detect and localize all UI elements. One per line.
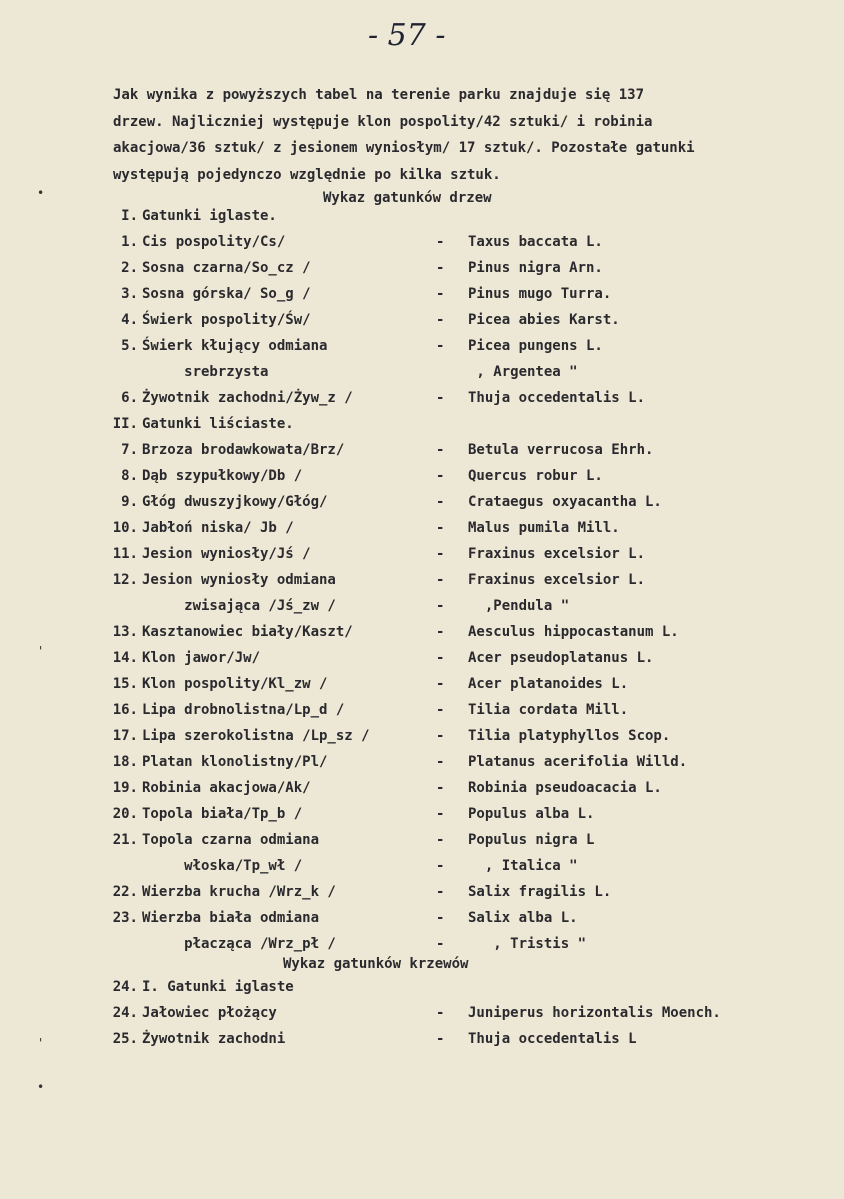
item-number: I. bbox=[121, 208, 138, 224]
list-row bbox=[0, 234, 844, 258]
polish-name: Topola biała/Tp_b / bbox=[142, 806, 303, 822]
polish-name: Jabłoń niska/ Jb / bbox=[142, 520, 294, 536]
list-row bbox=[0, 494, 844, 518]
item-number: 19. bbox=[112, 780, 138, 796]
separator-dash: - bbox=[436, 832, 445, 848]
item-number: 24. bbox=[112, 979, 138, 995]
intro-line: akacjowa/36 sztuk/ z jesionem wyniosłym/ 17 sztuk/. Pozostałe gatunki bbox=[113, 140, 695, 156]
latin-name: , Tristis " bbox=[468, 936, 587, 952]
item-number: 7. bbox=[121, 442, 138, 458]
item-number: 22. bbox=[112, 884, 138, 900]
item-number: 21. bbox=[112, 832, 138, 848]
polish-name: Cis pospolity/Cs/ bbox=[142, 234, 286, 250]
list-row bbox=[0, 780, 844, 804]
separator-dash: - bbox=[436, 520, 445, 536]
list-row bbox=[0, 624, 844, 648]
item-number: 20. bbox=[112, 806, 138, 822]
intro-line: drzew. Najliczniej występuje klon pospolity/42 sztuki/ i robinia bbox=[113, 113, 653, 130]
polish-name: I. Gatunki iglaste bbox=[142, 979, 294, 995]
polish-name: Świerk pospolity/Św/ bbox=[142, 312, 311, 328]
polish-name: Żywotnik zachodni bbox=[142, 1031, 286, 1047]
polish-name: płacząca /Wrz_pł / bbox=[142, 936, 336, 952]
latin-name: Acer platanoides L. bbox=[468, 676, 629, 692]
list-row bbox=[0, 754, 844, 778]
item-number: 18. bbox=[112, 754, 138, 770]
polish-name: Wierzba krucha /Wrz_k / bbox=[142, 884, 336, 900]
separator-dash: - bbox=[436, 780, 445, 796]
separator-dash: - bbox=[436, 442, 445, 458]
item-number: 14. bbox=[112, 650, 138, 666]
latin-name: Populus alba L. bbox=[468, 806, 595, 822]
item-number: 25. bbox=[112, 1031, 138, 1047]
list-row bbox=[0, 806, 844, 830]
latin-name: , Italica " bbox=[468, 858, 578, 874]
latin-name: Fraxinus excelsior L. bbox=[468, 572, 646, 588]
polish-name: Jesion wyniosły odmiana bbox=[142, 572, 336, 588]
list-row bbox=[0, 676, 844, 700]
latin-name: Picea abies Karst. bbox=[468, 312, 620, 328]
polish-name: Brzoza brodawkowata/Brz/ bbox=[142, 442, 345, 458]
latin-name: Taxus baccata L. bbox=[468, 234, 603, 250]
separator-dash: - bbox=[436, 494, 445, 510]
list-row bbox=[0, 312, 844, 336]
separator-dash: - bbox=[436, 546, 445, 562]
item-number: 15. bbox=[112, 676, 138, 692]
separator-dash: - bbox=[436, 572, 445, 588]
latin-name: ,Pendula " bbox=[468, 598, 570, 614]
latin-name: Fraxinus excelsior L. bbox=[468, 546, 646, 562]
separator-dash: - bbox=[436, 884, 445, 900]
latin-name: Tilia platyphyllos Scop. bbox=[468, 728, 671, 744]
latin-name: Platanus acerifolia Willd. bbox=[468, 754, 688, 770]
separator-dash: - bbox=[436, 312, 445, 328]
latin-name: Salix fragilis L. bbox=[468, 884, 612, 900]
polish-name: Jałowiec płożący bbox=[142, 1005, 277, 1021]
polish-name: Gatunki liściaste. bbox=[142, 416, 294, 432]
list-row bbox=[0, 1031, 844, 1055]
polish-name: Klon jawor/Jw/ bbox=[142, 650, 261, 666]
separator-dash: - bbox=[436, 728, 445, 744]
polish-name: Jesion wyniosły/Jś / bbox=[142, 546, 311, 562]
separator-dash: - bbox=[436, 1005, 445, 1021]
list-row bbox=[0, 728, 844, 752]
polish-name: Kasztanowiec biały/Kaszt/ bbox=[142, 624, 353, 640]
latin-name: Populus nigra L bbox=[468, 832, 595, 848]
separator-dash: - bbox=[436, 286, 445, 302]
item-number: 24. bbox=[112, 1005, 138, 1021]
polish-name: Topola czarna odmiana bbox=[142, 832, 320, 848]
latin-name: Robinia pseudoacacia L. bbox=[468, 780, 662, 796]
polish-name: Dąb szypułkowy/Db / bbox=[142, 468, 303, 484]
latin-name: Acer pseudoplatanus L. bbox=[468, 650, 654, 666]
list-row bbox=[0, 832, 844, 856]
separator-dash: - bbox=[436, 650, 445, 666]
latin-name: Tilia cordata Mill. bbox=[468, 702, 629, 718]
margin-tick: ' bbox=[37, 1036, 45, 1050]
polish-name: Sosna górska/ So_g / bbox=[142, 286, 311, 302]
polish-name: Wierzba biała odmiana bbox=[142, 910, 320, 926]
list-row bbox=[0, 416, 844, 440]
polish-name: Klon pospolity/Kl_zw / bbox=[142, 676, 328, 692]
polish-name: Gatunki iglaste. bbox=[142, 208, 277, 224]
item-number: 4. bbox=[121, 312, 138, 328]
list-row bbox=[0, 208, 844, 232]
separator-dash: - bbox=[436, 234, 445, 250]
latin-name: Salix alba L. bbox=[468, 910, 578, 926]
latin-name: Betula verrucosa Ehrh. bbox=[468, 442, 654, 458]
item-number: 12. bbox=[112, 572, 138, 588]
latin-name: Juniperus horizontalis Moench. bbox=[468, 1005, 721, 1021]
list-row bbox=[0, 390, 844, 414]
item-number: II. bbox=[112, 416, 138, 432]
list-row bbox=[0, 338, 844, 362]
item-number: 10. bbox=[112, 520, 138, 536]
polish-name: Lipa drobnolistna/Lp_d / bbox=[142, 702, 345, 718]
list-row bbox=[0, 1005, 844, 1029]
item-number: 16. bbox=[112, 702, 138, 718]
item-number: 1. bbox=[121, 234, 138, 250]
latin-name: Aesculus hippocastanum L. bbox=[468, 624, 679, 640]
latin-name: Pinus mugo Turra. bbox=[468, 286, 612, 302]
list-row bbox=[0, 260, 844, 284]
separator-dash: - bbox=[436, 468, 445, 484]
separator-dash: - bbox=[436, 806, 445, 822]
list-row bbox=[0, 364, 844, 388]
latin-name: Crataegus oxyacantha L. bbox=[468, 494, 662, 510]
trees-heading: Wykaz gatunków drzew bbox=[323, 190, 492, 206]
item-number: 2. bbox=[121, 260, 138, 276]
latin-name: Thuja occedentalis L. bbox=[468, 390, 646, 406]
polish-name: Platan klonolistny/Pl/ bbox=[142, 754, 328, 770]
separator-dash: - bbox=[436, 858, 445, 874]
intro-paragraph bbox=[113, 82, 803, 188]
latin-name: Thuja occedentalis L bbox=[468, 1031, 637, 1047]
list-row bbox=[0, 598, 844, 622]
latin-name: Picea pungens L. bbox=[468, 338, 603, 354]
item-number: 13. bbox=[112, 624, 138, 640]
list-row bbox=[0, 979, 844, 1003]
separator-dash: - bbox=[436, 260, 445, 276]
item-number: 8. bbox=[121, 468, 138, 484]
separator-dash: - bbox=[436, 754, 445, 770]
polish-name: Głóg dwuszyjkowy/Głóg/ bbox=[142, 494, 328, 510]
margin-dot: • bbox=[37, 1080, 45, 1094]
margin-tick: ' bbox=[37, 644, 45, 658]
item-number: 3. bbox=[121, 286, 138, 302]
item-number: 6. bbox=[121, 390, 138, 406]
separator-dash: - bbox=[436, 910, 445, 926]
polish-name: Sosna czarna/So_cz / bbox=[142, 260, 311, 276]
latin-name: Quercus robur L. bbox=[468, 468, 603, 484]
shrubs-heading: Wykaz gatunków krzewów bbox=[283, 956, 469, 972]
polish-name: Lipa szerokolistna /Lp_sz / bbox=[142, 728, 370, 744]
item-number: 11. bbox=[112, 546, 138, 562]
separator-dash: - bbox=[436, 598, 445, 614]
list-row bbox=[0, 650, 844, 674]
list-row bbox=[0, 910, 844, 934]
polish-name: zwisająca /Jś_zw / bbox=[142, 598, 336, 614]
separator-dash: - bbox=[436, 676, 445, 692]
list-row bbox=[0, 286, 844, 310]
latin-name: , Argentea " bbox=[468, 364, 578, 380]
separator-dash: - bbox=[436, 1031, 445, 1047]
separator-dash: - bbox=[436, 390, 445, 406]
polish-name: srebrzysta bbox=[142, 364, 269, 380]
separator-dash: - bbox=[436, 624, 445, 640]
intro-line: występują pojedynczo względnie po kilka sztuk. bbox=[113, 166, 501, 183]
list-row bbox=[0, 468, 844, 492]
list-row bbox=[0, 884, 844, 908]
list-row bbox=[0, 442, 844, 466]
list-row bbox=[0, 702, 844, 726]
item-number: 9. bbox=[121, 494, 138, 510]
polish-name: Świerk kłujący odmiana bbox=[142, 338, 328, 354]
intro-line: Jak wynika z powyższych tabel na terenie parku znajduje się 137 bbox=[113, 87, 645, 103]
page-number: - 57 - bbox=[368, 18, 446, 53]
latin-name: Malus pumila Mill. bbox=[468, 520, 620, 536]
polish-name: włoska/Tp_wł / bbox=[142, 858, 303, 874]
polish-name: Robinia akacjowa/Ak/ bbox=[142, 780, 311, 796]
separator-dash: - bbox=[436, 936, 445, 952]
separator-dash: - bbox=[436, 702, 445, 718]
latin-name: Pinus nigra Arn. bbox=[468, 260, 603, 276]
polish-name: Żywotnik zachodni/Żyw_z / bbox=[142, 390, 353, 406]
item-number: 23. bbox=[112, 910, 138, 926]
list-row bbox=[0, 546, 844, 570]
item-number: 17. bbox=[112, 728, 138, 744]
list-row bbox=[0, 572, 844, 596]
list-row bbox=[0, 520, 844, 544]
separator-dash: - bbox=[436, 338, 445, 354]
margin-dot: • bbox=[37, 186, 45, 200]
item-number: 5. bbox=[121, 338, 138, 354]
list-row bbox=[0, 858, 844, 882]
